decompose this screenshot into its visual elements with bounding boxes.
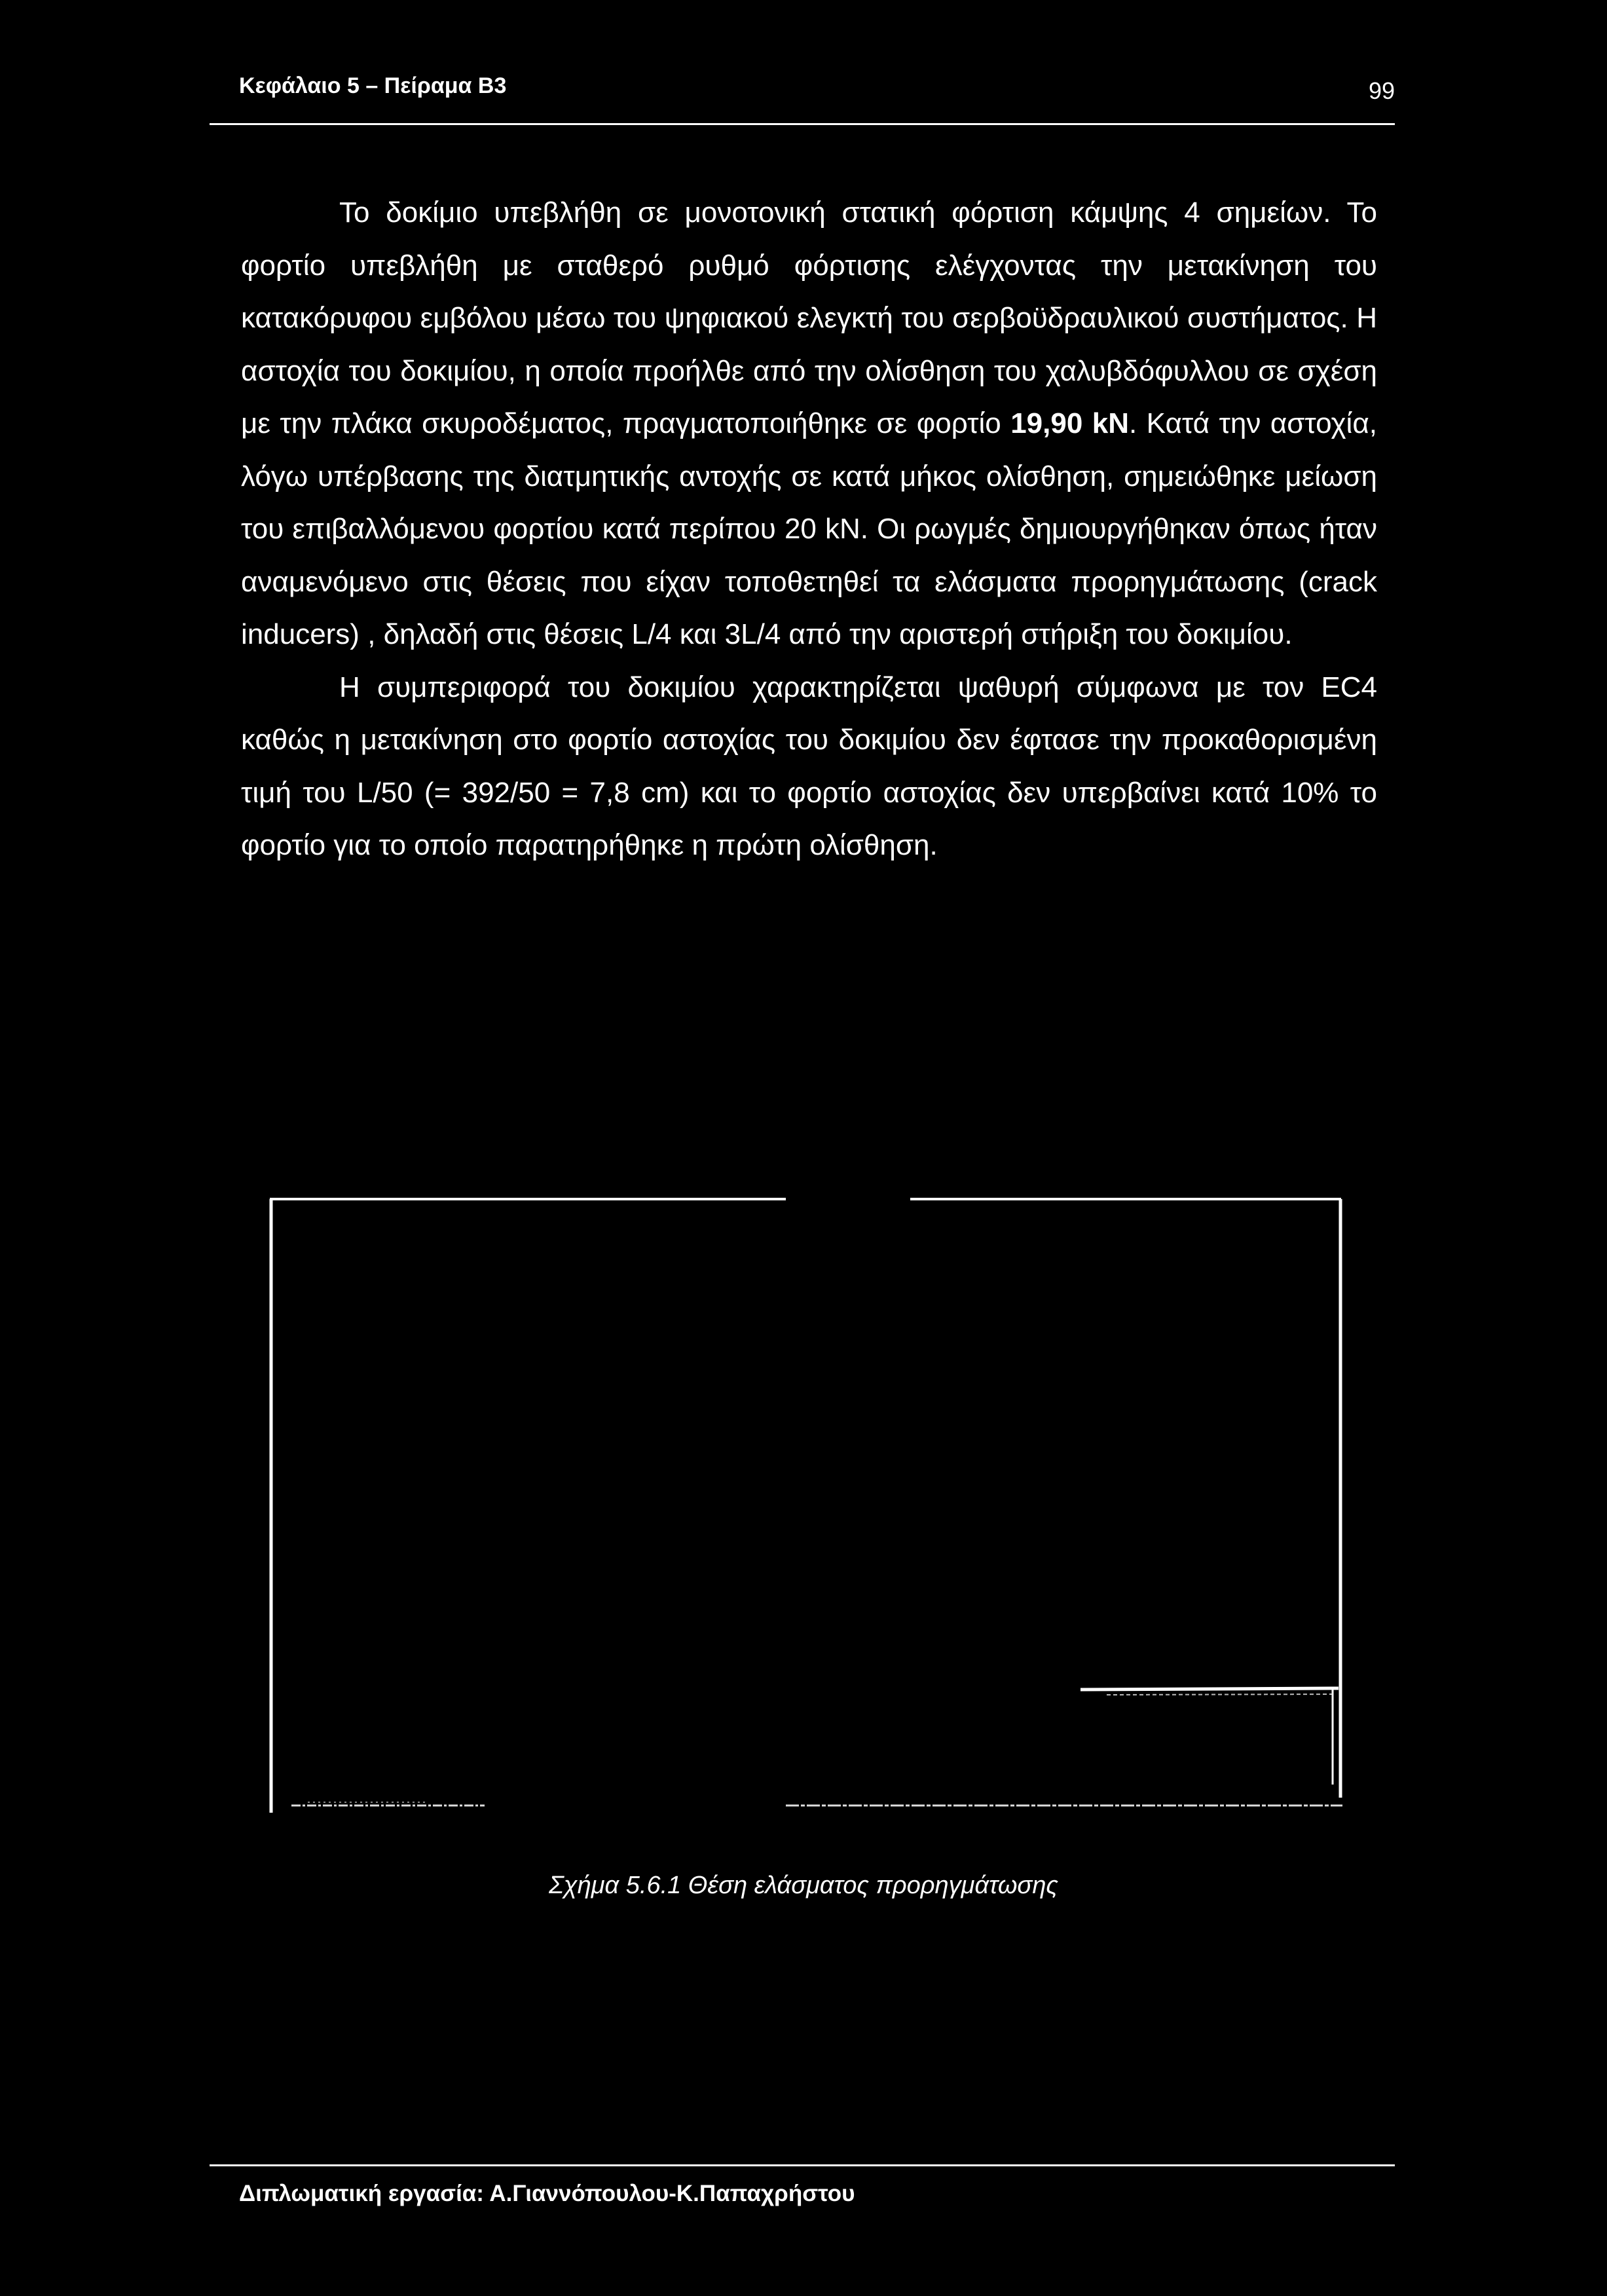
footer-divider [210,2164,1395,2166]
specimen-edge [1081,1688,1339,1690]
paragraph-1-text-b: . Κατά την αστοχία, λόγω υπέρβασης της διατμητικής αντοχής σε κατά μήκος ολίσθηση, σημειώθηκε μείωση του επιβαλλόμενου φορτίου κατά περίπου 20 kN. Οι ρωγμές δημιουργήθηκαν όπως ήταν αναμενόμενο στις θέσεις που είχαν τοποθετηθεί τα ελάσματα προρηγμάτωσης (crack inducers) , δηλαδή στις θέσεις L/4 και 3L/4 από την αριστερή στήριξη του δοκιμίου. [241,407,1377,650]
paragraph-1-text-a: Το δοκίμιο υπεβλήθη σε μονοτονική στατική φόρτιση κάμψης 4 σημείων. Το φορτίο υπεβλήθη με σταθερό ρυθμό φόρτισης ελέγχοντας την μετακίνηση του κατακόρυφου εμβόλου μέσω του ψηφιακού ελεγκτή του σερβοϋδραυλικού συστήματος. Η αστοχία του δοκιμίου, η οποία προήλθε από την ολίσθηση του χαλυβδόφυλλου σε σχέση με την πλάκα σκυροδέματος, πραγματοποιήθηκε σε φορτίο [241,196,1377,439]
body-text [241,187,1377,872]
footer-text: Διπλωματική εργασία: Α.Γιαννόπουλου-Κ.Παπαχρήστου [239,2181,855,2206]
paragraph-2: Η συμπεριφορά του δοκιμίου χαρακτηρίζεται ψαθυρή σύμφωνα με τον EC4 καθώς η μετακίνηση στο φορτίο αστοχίας του δοκιμίου δεν έφτασε την προκαθορισμένη τιμή του L/50 (= 392/50 = 7,8 cm) και το φορτίο αστοχίας δεν υπερβαίνει κατά 10% το φορτίο για το οποίο παρατηρήθηκε η πρώτη ολίσθηση. [241,671,1377,861]
figure-caption: Σχήμα 5.6.1 Θέση ελάσματος προρηγμάτωσης [549,1872,1058,1899]
paragraph-1 [241,187,1377,661]
failure-load-value: 19,90 kN [1010,407,1129,439]
chapter-title: Κεφάλαιο 5 – Πείραμα Β3 [239,73,507,98]
page-number: 99 [1368,77,1395,104]
figure-photo [268,1192,1349,1821]
header-divider [210,123,1395,125]
page-header [239,73,1395,126]
